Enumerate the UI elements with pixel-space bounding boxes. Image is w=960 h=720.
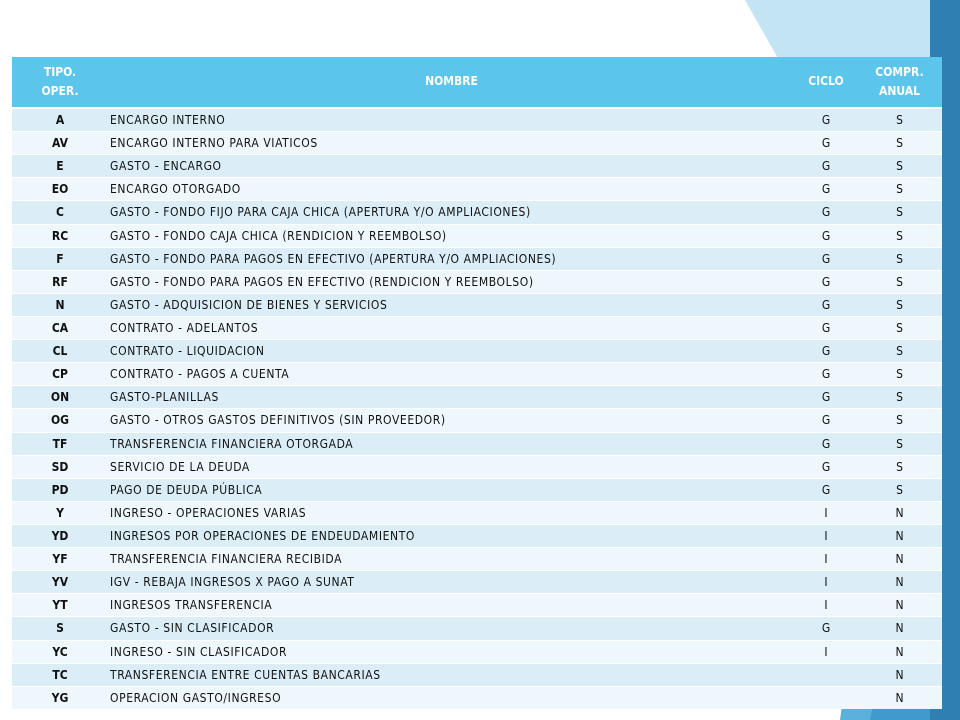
cell-compr-anual: S <box>857 363 942 386</box>
cell-nombre: CONTRATO - PAGOS A CUENTA <box>108 363 795 386</box>
cell-compr-anual: S <box>857 409 942 432</box>
header-ciclo: CICLO <box>795 57 857 108</box>
cell-ciclo: G <box>795 108 857 132</box>
cell-nombre: GASTO - ENCARGO <box>108 155 795 178</box>
table-row <box>12 571 942 594</box>
cell-nombre: OPERACION GASTO/INGRESO <box>108 686 795 709</box>
table-row <box>12 455 942 478</box>
cell-compr-anual: S <box>857 432 942 455</box>
table-row <box>12 548 942 571</box>
cell-ciclo: G <box>795 247 857 270</box>
cell-tipo-oper: CA <box>12 316 108 339</box>
cell-ciclo: I <box>795 548 857 571</box>
cell-nombre: INGRESOS TRANSFERENCIA <box>108 594 795 617</box>
cell-ciclo: G <box>795 432 857 455</box>
header-compr-anual-label: COMPR. ANUAL <box>875 64 924 98</box>
cell-nombre: GASTO - OTROS GASTOS DEFINITIVOS (SIN PROVEEDOR) <box>108 409 795 432</box>
table-row <box>12 363 942 386</box>
cell-ciclo: G <box>795 363 857 386</box>
cell-ciclo: G <box>795 155 857 178</box>
cell-tipo-oper: PD <box>12 478 108 501</box>
table-row <box>12 524 942 547</box>
table-row <box>12 409 942 432</box>
cell-tipo-oper: F <box>12 247 108 270</box>
cell-compr-anual: S <box>857 132 942 155</box>
table-row <box>12 293 942 316</box>
cell-nombre: GASTO - FONDO FIJO PARA CAJA CHICA (APERTURA Y/O AMPLIACIONES) <box>108 201 795 224</box>
cell-ciclo: G <box>795 478 857 501</box>
cell-compr-anual: S <box>857 247 942 270</box>
cell-ciclo: I <box>795 594 857 617</box>
table-row <box>12 132 942 155</box>
cell-ciclo: G <box>795 386 857 409</box>
table-row <box>12 316 942 339</box>
cell-compr-anual: S <box>857 201 942 224</box>
cell-ciclo: G <box>795 316 857 339</box>
cell-nombre: CONTRATO - ADELANTOS <box>108 316 795 339</box>
cell-compr-anual: S <box>857 386 942 409</box>
cell-tipo-oper: A <box>12 108 108 132</box>
cell-tipo-oper: TC <box>12 663 108 686</box>
cell-compr-anual: S <box>857 293 942 316</box>
table-row <box>12 178 942 201</box>
cell-tipo-oper: C <box>12 201 108 224</box>
cell-compr-anual: S <box>857 108 942 132</box>
cell-nombre: INGRESO - SIN CLASIFICADOR <box>108 640 795 663</box>
cell-nombre: ENCARGO OTORGADO <box>108 178 795 201</box>
cell-compr-anual: N <box>857 617 942 640</box>
table-row <box>12 432 942 455</box>
cell-tipo-oper: AV <box>12 132 108 155</box>
cell-nombre: ENCARGO INTERNO PARA VIATICOS <box>108 132 795 155</box>
table-row <box>12 663 942 686</box>
cell-tipo-oper: RF <box>12 270 108 293</box>
table-row <box>12 247 942 270</box>
cell-ciclo: G <box>795 178 857 201</box>
cell-compr-anual: S <box>857 224 942 247</box>
cell-compr-anual: N <box>857 663 942 686</box>
cell-tipo-oper: YC <box>12 640 108 663</box>
table-row <box>12 224 942 247</box>
cell-ciclo: G <box>795 224 857 247</box>
table-row <box>12 201 942 224</box>
table-row <box>12 270 942 293</box>
cell-ciclo <box>795 663 857 686</box>
header-tipo-oper-label: TIPO. OPER. <box>41 64 79 98</box>
cell-ciclo: G <box>795 455 857 478</box>
table-row <box>12 640 942 663</box>
cell-tipo-oper: TF <box>12 432 108 455</box>
cell-compr-anual: N <box>857 571 942 594</box>
cell-tipo-oper: YT <box>12 594 108 617</box>
table-header-row <box>12 57 942 108</box>
cell-tipo-oper: YD <box>12 524 108 547</box>
table-row <box>12 340 942 363</box>
cell-nombre: TRANSFERENCIA ENTRE CUENTAS BANCARIAS <box>108 663 795 686</box>
cell-compr-anual: N <box>857 548 942 571</box>
cell-tipo-oper: YF <box>12 548 108 571</box>
cell-compr-anual: S <box>857 270 942 293</box>
cell-nombre: TRANSFERENCIA FINANCIERA RECIBIDA <box>108 548 795 571</box>
cell-tipo-oper: RC <box>12 224 108 247</box>
cell-tipo-oper: N <box>12 293 108 316</box>
cell-compr-anual: S <box>857 178 942 201</box>
cell-ciclo: G <box>795 132 857 155</box>
cell-nombre: INGRESO - OPERACIONES VARIAS <box>108 501 795 524</box>
cell-compr-anual: S <box>857 155 942 178</box>
cell-nombre: PAGO DE DEUDA PÚBLICA <box>108 478 795 501</box>
cell-tipo-oper: CL <box>12 340 108 363</box>
cell-ciclo: G <box>795 340 857 363</box>
cell-compr-anual: S <box>857 316 942 339</box>
cell-ciclo: G <box>795 201 857 224</box>
table-body <box>12 108 942 709</box>
cell-nombre: IGV - REBAJA INGRESOS X PAGO A SUNAT <box>108 571 795 594</box>
table-row <box>12 478 942 501</box>
table-row <box>12 386 942 409</box>
cell-compr-anual: N <box>857 524 942 547</box>
cell-nombre: GASTO - FONDO CAJA CHICA (RENDICION Y REEMBOLSO) <box>108 224 795 247</box>
cell-compr-anual: N <box>857 640 942 663</box>
operations-table <box>12 57 942 709</box>
table-row <box>12 594 942 617</box>
cell-nombre: GASTO - ADQUISICION DE BIENES Y SERVICIOS <box>108 293 795 316</box>
cell-ciclo <box>795 686 857 709</box>
table-row <box>12 155 942 178</box>
table-row <box>12 501 942 524</box>
cell-nombre: TRANSFERENCIA FINANCIERA OTORGADA <box>108 432 795 455</box>
cell-tipo-oper: ON <box>12 386 108 409</box>
cell-compr-anual: N <box>857 501 942 524</box>
cell-ciclo: G <box>795 270 857 293</box>
cell-tipo-oper: S <box>12 617 108 640</box>
cell-ciclo: G <box>795 617 857 640</box>
table-row <box>12 617 942 640</box>
cell-tipo-oper: E <box>12 155 108 178</box>
cell-compr-anual: N <box>857 686 942 709</box>
cell-ciclo: I <box>795 501 857 524</box>
cell-nombre: GASTO-PLANILLAS <box>108 386 795 409</box>
cell-nombre: INGRESOS POR OPERACIONES DE ENDEUDAMIENTO <box>108 524 795 547</box>
table-row <box>12 108 942 132</box>
cell-ciclo: I <box>795 640 857 663</box>
header-compr-anual <box>857 57 942 108</box>
cell-nombre: SERVICIO DE LA DEUDA <box>108 455 795 478</box>
cell-nombre: CONTRATO - LIQUIDACION <box>108 340 795 363</box>
cell-tipo-oper: YV <box>12 571 108 594</box>
cell-compr-anual: S <box>857 478 942 501</box>
cell-nombre: GASTO - SIN CLASIFICADOR <box>108 617 795 640</box>
cell-tipo-oper: OG <box>12 409 108 432</box>
header-nombre: NOMBRE <box>108 57 795 108</box>
cell-nombre: GASTO - FONDO PARA PAGOS EN EFECTIVO (RENDICION Y REEMBOLSO) <box>108 270 795 293</box>
cell-compr-anual: S <box>857 340 942 363</box>
cell-tipo-oper: EO <box>12 178 108 201</box>
cell-ciclo: G <box>795 293 857 316</box>
cell-tipo-oper: CP <box>12 363 108 386</box>
cell-nombre: ENCARGO INTERNO <box>108 108 795 132</box>
cell-tipo-oper: YG <box>12 686 108 709</box>
header-tipo-oper <box>12 57 108 108</box>
cell-ciclo: I <box>795 524 857 547</box>
cell-compr-anual: N <box>857 594 942 617</box>
cell-nombre: GASTO - FONDO PARA PAGOS EN EFECTIVO (APERTURA Y/O AMPLIACIONES) <box>108 247 795 270</box>
cell-tipo-oper: Y <box>12 501 108 524</box>
table-row <box>12 686 942 709</box>
cell-tipo-oper: SD <box>12 455 108 478</box>
cell-ciclo: I <box>795 571 857 594</box>
cell-ciclo: G <box>795 409 857 432</box>
cell-compr-anual: S <box>857 455 942 478</box>
